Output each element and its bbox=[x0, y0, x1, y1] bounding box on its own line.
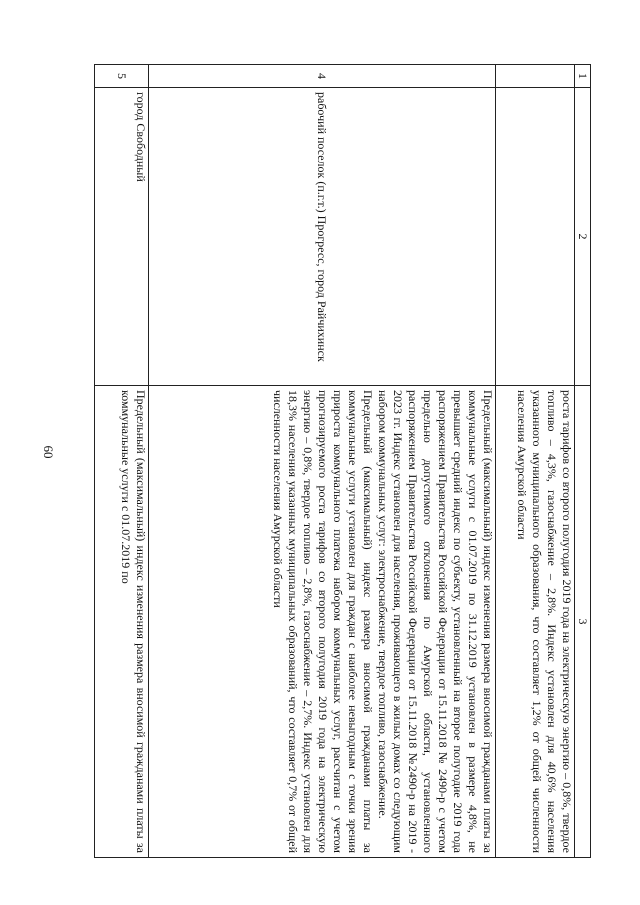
table-row bbox=[496, 65, 575, 858]
table-row bbox=[149, 65, 496, 858]
index-description bbox=[149, 386, 496, 858]
description-paragraph: Предельный (максимальный) индекс изменения размера вносимой гражданами платы за коммунальные услуги с 01.07.2019 по 31.12.2019 установлен в размере 4,8%, не превышает средний индекс по субъекту, установленный на второе полугодие 2019 года распоряжением Правительства Российской Федерации от 15.11.2018 № 2490-р с учетом предельно допустимого отклонения по Амурской области, установленного распоряжением Правительства Российской Федерации от 15.11.2018 №2490-р на 2019 - 2023 гг. Индекс установлен для населения, проживающего в жилых домах со следующим набором коммунальных услуг: электроснабжение, твердое топливо, газоснабжение. bbox=[376, 390, 495, 853]
column-header: 2 bbox=[575, 88, 591, 386]
column-header: 1 bbox=[575, 65, 591, 88]
row-number: 5 bbox=[95, 65, 149, 88]
table-row bbox=[95, 65, 149, 858]
description-paragraph: Предельный (максимальный) индекс изменения размера вносимой гражданами платы за коммунальные услуги с 01.07.2019 по bbox=[119, 390, 148, 853]
index-description bbox=[95, 386, 149, 858]
municipality-name bbox=[496, 88, 575, 386]
page-number: 60 bbox=[41, 445, 56, 459]
row-number bbox=[496, 65, 575, 88]
table-header-row bbox=[575, 65, 591, 858]
row-number: 4 bbox=[149, 65, 496, 88]
municipality-name: город Свободный bbox=[95, 88, 149, 386]
index-description bbox=[496, 386, 575, 858]
description-paragraph: роста тарифов со второго полугодия 2019 года на электрическую энергию – 0,8%, твердое топливо – 4,3%, газоснабжение – 2,8%. Индекс установлен для 40,6% населения указанного муниципального образования, что составляет 1,2% от общей численности населения Амурской области bbox=[515, 390, 574, 853]
column-header: 3 bbox=[575, 386, 591, 858]
document-table bbox=[94, 64, 591, 858]
municipality-name: рабочий поселок (п.г.т.) Прогресс, город Райчихинск bbox=[149, 88, 496, 386]
description-paragraph: Предельный (максимальный) индекс размера вносимой гражданами платы за коммунальные услуги установлен для граждан с наиболее невыгодным с точки зрения прироста коммунального платежа набором коммунальных услуг, рассчитан с учетом прогнозируемого роста тарифов со второго полугодия 2019 года на электрическую энергию – 0,8%, твердое топливо – 2,8%, газоснабжение – 2,7%. Индекс установлен для 18,3% населения указанных муниципальных образований, что составляет 0,7% от общей численности населения Амурской области bbox=[271, 390, 375, 853]
